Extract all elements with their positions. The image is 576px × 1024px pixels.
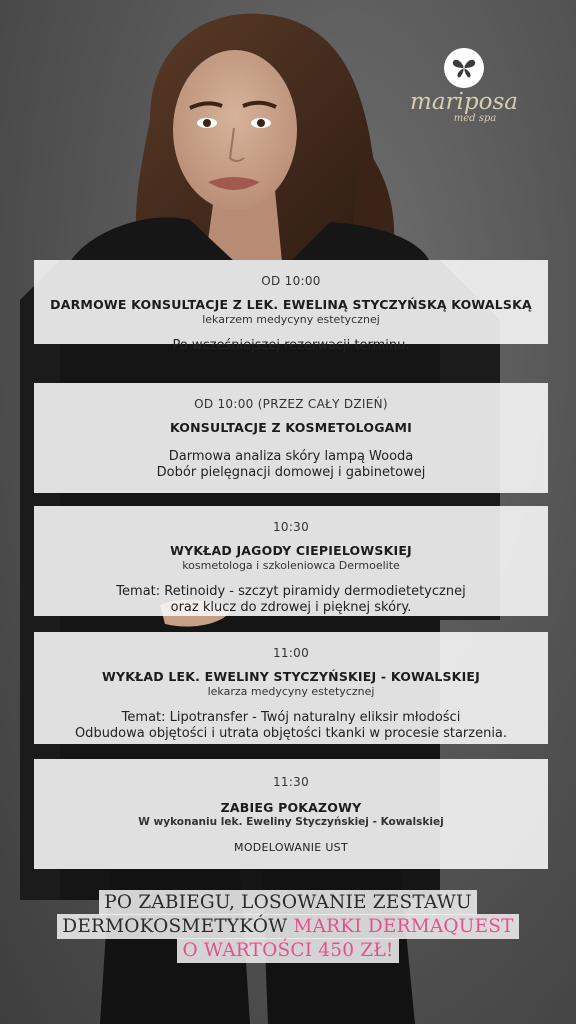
event-title: DARMOWE KONSULTACJE Z LEK. EWELINĄ STYCZYŃSKĄ KOWALSKĄ [50, 297, 532, 312]
event-description-line: oraz klucz do zdrowej i pięknej skóry. [170, 600, 412, 615]
butterfly-icon [451, 55, 477, 81]
event-time: 10:30 [272, 520, 310, 534]
announcement-line-2 [0, 916, 576, 937]
event-description-line: Odbudowa objętości i utrata objętości tkanki w procesie starzenia. [74, 726, 508, 741]
announcement-text: DERMOKOSMETYKÓW [62, 916, 294, 937]
event-description-line: Darmowa analiza skóry lampą Wooda [168, 449, 414, 464]
event-title: ZABIEG POKAZOWY [220, 800, 362, 815]
giveaway-announcement [0, 892, 576, 964]
event-card-consultation-doctor [34, 260, 548, 353]
event-description-line: Dobór pielęgnacji domowej i gabinetowej [156, 465, 426, 480]
event-time: 11:00 [272, 646, 310, 660]
event-time: OD 10:00 (PRZEZ CAŁY DZIEŃ) [194, 397, 388, 411]
brand-name: mariposa [410, 89, 518, 115]
event-title: WYKŁAD LEK. EWELINY STYCZYŃSKIEJ - KOWALSKIEJ [101, 669, 481, 684]
announcement-line-1 [0, 892, 576, 913]
event-subtitle: kosmetologa i szkoleniowca Dermoelite [182, 559, 400, 572]
event-description-line: Temat: Lipotransfer - Twój naturalny eliksir młodości [121, 710, 461, 725]
event-description [34, 584, 548, 616]
announcement-brand-highlight: MARKI DERMAQUEST [293, 916, 514, 937]
logo-badge [444, 48, 484, 88]
event-card-lecture-lipotransfer [34, 632, 548, 744]
event-title: KONSULTACJE Z KOSMETOLOGAMI [169, 420, 413, 435]
event-card-demo-treatment [34, 759, 548, 869]
event-description-line: Po wcześniejszej rezerwacji terminu. [172, 338, 410, 353]
announcement-line-3 [0, 940, 576, 961]
event-description [34, 338, 548, 354]
event-title: WYKŁAD JAGODY CIEPIELOWSKIEJ [170, 543, 412, 558]
event-card-cosmetologists [34, 383, 548, 493]
event-description [34, 449, 548, 481]
announcement-text-wrap [57, 914, 518, 939]
event-subtitle: lekarza medycyny estetycznej [207, 685, 375, 698]
event-subtitle: lekarzem medycyny estetycznej [202, 313, 380, 326]
event-time: OD 10:00 [261, 274, 321, 288]
event-description [34, 710, 548, 742]
announcement-text: PO ZABIEGU, LOSOWANIE ZESTAWU [99, 890, 477, 915]
brand-logo [396, 48, 532, 124]
event-subtitle: W wykonaniu lek. Eweliny Styczyńskiej - Kowalskiej [138, 816, 444, 828]
event-description-line: Temat: Retinoidy - szczyt piramidy dermodietetycznej [116, 584, 466, 599]
event-description [34, 841, 548, 854]
announcement-value-highlight: O WARTOŚCI 450 ZŁ! [177, 938, 398, 963]
event-card-lecture-retinoids [34, 506, 548, 616]
event-description-line: MODELOWANIE UST [234, 841, 348, 854]
event-time: 11:30 [272, 775, 310, 789]
brand-tagline: med spa [453, 113, 497, 124]
